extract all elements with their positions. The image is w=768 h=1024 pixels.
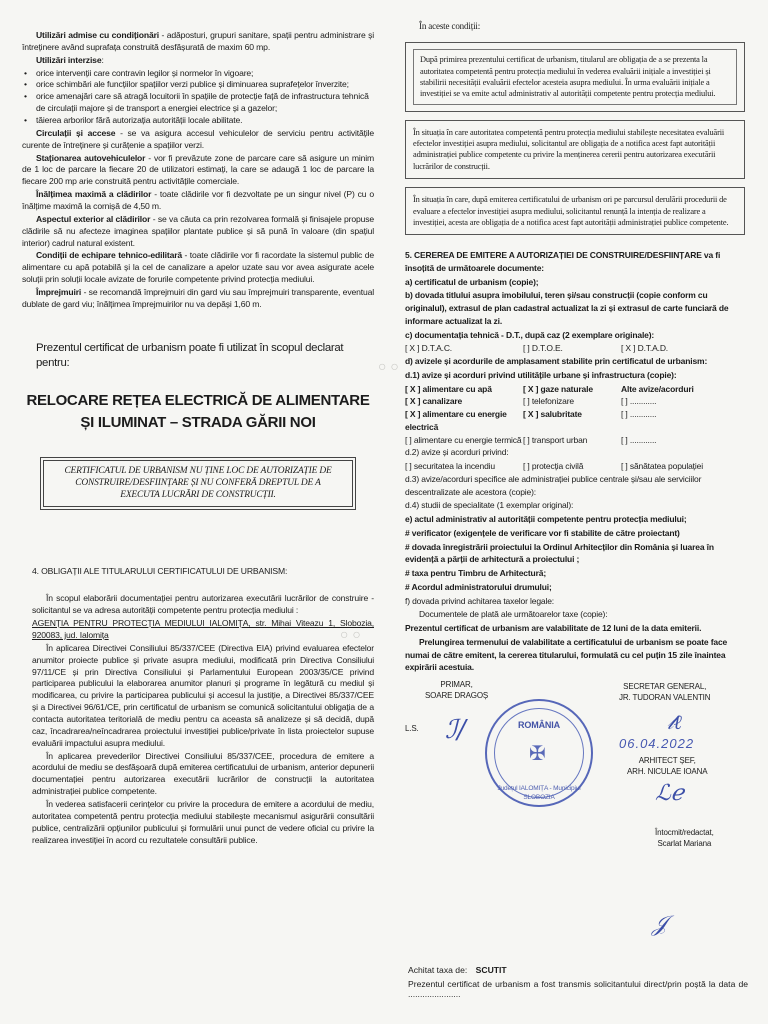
architect-title: ARHITECT ȘEF, [638, 756, 696, 766]
seal-location: Județul IALOMIȚA - Municipiul SLOBOZIA [497, 785, 581, 802]
list-item: • orice schimbări ale funcțiilor spațiilor verzi publice și diminuarea suprafețelor înverzite; [22, 79, 374, 91]
utility-option: [ ] ............ [621, 396, 657, 407]
conditions-box [405, 42, 745, 111]
height-text: - toate clădirile vor fi dezvoltate pe un singur nivel (P) cu o înălțime maximă la cornișă de 4,50 m. [22, 189, 374, 212]
utility-option: [ X ] alimentare cu energie electrică [405, 409, 507, 432]
parking-label: Staționarea autovehiculelor [36, 152, 146, 163]
condition-text: În situația în care autoritatea competentă pentru protecția mediului stabilește necesitatea evaluării efectelor investiției asupra mediului, solicitantul are obligația de a notifica acest fapt autorității administrației publice competente cu privire la menținerea cererii pentru autorizarea executării lucrărilor de construcții. [413, 127, 725, 171]
mayor-block [425, 679, 488, 701]
list-item: • tăierea arborilor fără autorizația autorității locale abilitate. [22, 115, 374, 127]
utility-row [405, 408, 745, 434]
right-column [405, 20, 745, 865]
transmit-text: Prezentul certificat de urbanism a fost transmis solicitantului direct/prin poștă la data de ...................... [408, 979, 748, 999]
utility-option: [ X ] canalizare [405, 396, 463, 407]
project-title: RELOCARE REȚEA ELECTRICĂ DE ALIMENTARE ȘI ILUMINAT – STRADA GĂRII NOI [26, 391, 370, 432]
fee-row [408, 965, 748, 975]
document-item: a) certificatul de urbanism (copie); [405, 276, 539, 287]
usage-statement: Prezentul certificat de urbanism poate fi utilizat în scopul declarat pentru: [36, 341, 344, 370]
left-column [22, 30, 374, 847]
document-item: # Acordul administratorului drumului; [405, 581, 552, 592]
fee-value: SCUTIT [475, 965, 507, 975]
document-item: Documentele de plată ale următoarelor taxe (copie): [419, 609, 608, 620]
admitted-usage-paragraph [22, 30, 374, 54]
document-item: f) dovada privind achitarea taxelor legale: [405, 595, 555, 606]
document-item: d.1) avize și acorduri privind utilitățile urbane și infrastructura (copie): [405, 369, 677, 380]
utility-option: [ X ] gaze naturale [523, 383, 593, 394]
mayor-title: PRIMAR, [440, 680, 473, 690]
agency-address: AGENȚIA PENTRU PROTECȚIA MEDIULUI IALOMIȚA, str. Mihai Viteazu 1, Slobozia, 920083, jud. Ialomița [32, 618, 374, 640]
section-4-paragraph: În aplicarea Directivei Consiliului 85/337/CEE (Directiva EIA) privind evaluarea efectelor anumitor proiecte publice și private asupra mediului, modificată prin Directiva Consiliului 97/11/CE și prin Directiva Consiliului și Parlamentului European 2003/35/CE privind participarea publicului la elaborarea anumitor planuri și programe în legătură cu mediul și modificarea, cu privire la participarea publicului și accesul la justiție, a Directivei 85/337/CEE și a Directivei 96/61/CE, prin certificatul de urbanism se comunică solicitantului obligația de a contacta autoritatea teritorială de mediu pentru ca aceasta să analizeze și să decidă, după caz, încadrarea/neîncadrarea proiectului investiției publice/private în lista proiectelor supuse evaluării impactului asupra mediului. [32, 642, 374, 748]
signature-area [405, 675, 745, 865]
ls-label: L.S. [405, 724, 419, 734]
secretary-title: SECRETAR GENERAL, [623, 682, 707, 692]
document-item: d) avizele și acordurile de amplasament stabilite prin certificatul de urbanism: [405, 356, 708, 367]
utility-option: [ ] ............ [621, 409, 657, 420]
utility-row [405, 434, 745, 447]
mayor-signature-icon: ℐ∕ [445, 715, 466, 746]
section-4-paragraph: În scopul elaborării documentației pentru autorizarea executării lucrărilor de construire - solicitantul se va adresa autorității competente pentru protecția mediului : [32, 593, 374, 616]
secretary-name: JR. TUDORAN VALENTIN [619, 693, 711, 703]
utility-option: [ ] ............ [621, 434, 657, 445]
utility-option: [ ] transport urban [523, 434, 588, 445]
architect-signature-icon: ℒℯ [655, 781, 684, 807]
editor-block [655, 827, 714, 849]
section-5-heading: 5. CEREREA DE EMITERE A AUTORIZAȚIEI DE CONSTRUIRE/DESFIINȚARE va fi însoțită de următoarele documente: [405, 250, 721, 273]
document-item: # dovada înregistrării proiectului la Ordinul Arhitecților din România și luarea în evidență a părții de arhitectură a proiectului ; [405, 541, 714, 565]
conditions-heading: În aceste condiții: [419, 21, 481, 31]
utilities-text: - toate clădirile vor fi racordate la sistemul public de alimentare cu apă potabilă și la cel de canalizare a apelor uzate sau vor avea asigurate acele soluții prin soluții locale avizate de forurile competente privind protecția mediului. [22, 250, 374, 285]
editor-signature-icon: 𝒥 [652, 912, 668, 937]
seal-country: ROMÂNIA [518, 720, 560, 731]
condition-text: După primirea prezentului certificat de urbanism, titularul are obligația de a se prezenta la autoritatea competentă pentru protecția mediului în vederea evaluării inițiale a investiției și stabilirii necesității evaluării efectelor acesteia asupra mediului. În urma evaluării inițiale a investiției se va emite actul administrativ al autorității competente pentru protecția mediului. [413, 49, 737, 104]
height-label: Înălțimea maximă a clădirilor [36, 189, 152, 200]
footer-area [408, 965, 748, 1000]
conditions-box [405, 120, 745, 179]
circulation-paragraph [22, 128, 374, 152]
fences-text: - se recomandă împrejmuiri din gard viu sau împrejmuiri transparente, eventual dublate de gard viu; înălțimea împrejmuirilor nu va depăși 1,60 m. [22, 287, 374, 309]
parking-paragraph [22, 153, 374, 189]
utility-option: Alte avize/acorduri [621, 383, 694, 394]
admitted-usage-text: - adăposturi, grupuri sanitare, spații pentru administrare și întreținere având suprafața construită desfășurată de maxim 60 mp. [22, 30, 374, 52]
architect-name: ARH. NICULAE IOANA [627, 767, 708, 777]
d2-option: [ ] sănătatea populației [621, 461, 703, 472]
fences-label: Împrejmuiri [36, 287, 82, 298]
utility-option: [ ] alimentare cu energie termică [405, 434, 522, 445]
document-item: d.4) studii de specialitate (1 exemplar original): [405, 500, 574, 511]
dt-option: [ ] D.T.O.E. [523, 343, 563, 354]
document-item: c) documentația tehnică - D.T., după caz (2 exemplare originale): [405, 329, 655, 340]
aspect-paragraph [22, 214, 374, 250]
secretary-signature-icon: 𝓁ℓ [667, 710, 682, 735]
utility-option: [ X ] alimentare cu apă [405, 383, 492, 394]
utilities-label: Condiții de echipare tehnico-edilitară [36, 250, 183, 261]
warning-box [40, 457, 356, 510]
condition-text: În situația în care, după emiterea certificatului de urbanism ori pe parcursul derulării procedurii de evaluare a efectelor investiției asupra mediului, solicitantul renunță la intenția de realizare a investiției, acesta are obligația de a notifica acest fapt autorității administrației publice competente. [413, 195, 729, 227]
height-paragraph [22, 189, 374, 213]
coat-of-arms-icon: ✠ [529, 743, 546, 766]
dt-option: [ X ] D.T.A.D. [621, 343, 669, 354]
aspect-label: Aspectul exterior al clădirilor [36, 213, 151, 224]
punch-hole-mark: ○ ○ [340, 626, 361, 642]
circulation-label: Circulații și accese [36, 127, 116, 138]
extension-text: Prelungirea termenului de valabilitate a certificatului de urbanism se poate face numai de către emitent, la cererea titularului, formulată cu cel puțin 15 zile înaintea expirării acestuia. [405, 636, 728, 673]
aspect-text: - se va căuta ca prin rezolvarea formală și finisajele propuse clădirile să nu afecteze imaginea spațiilor plantate publice și să pună în valoare (din spațiul interior) cadrul natural existent. [22, 213, 374, 248]
circulation-text: - se va asigura accesul vehiculelor de serviciu pentru activitățile curente de întreținere și curățenie a spațiilor verzi. [22, 127, 374, 150]
section-4 [32, 566, 374, 847]
section-5 [405, 249, 745, 674]
fee-label: Achitat taxa de: [408, 965, 468, 975]
forbidden-usage-label: Utilizări interzise [36, 54, 102, 65]
list-item: • orice intervenții care contravin legilor și normelor în vigoare; [22, 68, 374, 80]
dt-options-row [405, 342, 745, 355]
handwritten-date: 06.04.2022 [619, 736, 695, 752]
admitted-usage-label: Utilizări admise cu condiționări [36, 30, 160, 40]
document-item: e) actul administrativ al autorității competente pentru protecția mediului; [405, 514, 687, 525]
document-item: b) dovada titlului asupra imobilului, teren și/sau construcții (copie conform cu originalul), extrasul de plan cadastral actualizat la zi și extrasul de carte funciară de informare actualizat la zi. [405, 290, 729, 326]
utility-row [405, 383, 745, 396]
fences-paragraph [22, 287, 374, 311]
utilities-paragraph [22, 250, 374, 286]
document-item: # verificator (exigențele de verificare vor fi stabilite de către proiectant) [405, 527, 680, 538]
editor-label: Întocmit/redactat, [655, 828, 714, 838]
d2-options-row [405, 460, 745, 473]
official-seal [485, 699, 593, 807]
document-item: # taxa pentru Timbru de Arhitectură; [405, 568, 547, 579]
document-item: d.2) avize și acorduri privind: [405, 447, 509, 458]
parking-text: - vor fi prevăzute zone de parcare care să asigure un minim de 1 loc de parcare la fiecare 20 de utilizatori estimați, la care se adaugă 1 loc de parcare la fiecare 200 mp arie construită pentru activitățile comerciale. [22, 152, 374, 187]
d2-option: [ ] protecția civilă [523, 461, 584, 472]
secretary-block [619, 681, 710, 703]
list-item: • orice amenajări care să atragă locuitorii în spațiile de protecție față de infrastructura tehnică de circulații majore și de transport a energiei electrice și a gazelor; [22, 91, 374, 115]
warning-text: CERTIFICATUL DE URBANISM NU ȚINE LOC DE AUTORIZAȚIE DE CONSTRUIRE/DESFIINȚARE ȘI NU CONFERĂ DREPTUL DE A EXECUTA LUCRĂRI DE CONSTRUCȚII. [43, 460, 353, 507]
section-4-paragraph: În aplicarea prevederilor Directivei Consiliului 85/337/CEE, procedura de emitere a acordului de mediu se desfășoară după emiterea certificatului de urbanism, anterior depunerii documentației pentru autorizarea executării lucrărilor de construcții la autoritatea administrației publice competente. [32, 750, 374, 797]
section-4-paragraph: În vederea satisfacerii cerințelor cu privire la procedura de emitere a acordului de mediu, autoritatea competentă pentru protecția mediului stabilește mecanismul asigurării consultării publice, centralizării opțiunilor publicului și formulării unui punct de vedere oficial cu privire la realizarea investiției în acord cu rezultatele consultării publice. [32, 799, 374, 845]
d2-option: [ ] securitatea la incendiu [405, 461, 495, 472]
utility-option: [ ] telefonizare [523, 396, 574, 407]
conditions-box [405, 187, 745, 235]
architect-block [627, 755, 707, 777]
forbidden-usage-list [22, 68, 374, 127]
editor-name: Scarlat Mariana [657, 839, 712, 849]
forbidden-usage-label-row: Utilizări interzise: [36, 54, 104, 65]
punch-hole-mark: ○ ○ [378, 358, 399, 374]
validity-text: Prezentul certificat de urbanism are valabilitate de 12 luni de la data emiterii. [405, 623, 702, 634]
utility-option: [ X ] salubritate [523, 409, 582, 420]
document-item: d.3) avize/acorduri specifice ale administrației publice centrale și/sau ale serviciilor descentralizate ale acestora (copie): [405, 473, 702, 497]
mayor-name: SOARE DRAGOȘ [425, 691, 489, 701]
dt-option: [ X ] D.T.A.C. [405, 343, 453, 354]
utility-row [405, 395, 745, 408]
section-4-heading: 4. OBLIGAȚII ALE TITULARULUI CERTIFICATULUI DE URBANISM: [32, 565, 288, 576]
